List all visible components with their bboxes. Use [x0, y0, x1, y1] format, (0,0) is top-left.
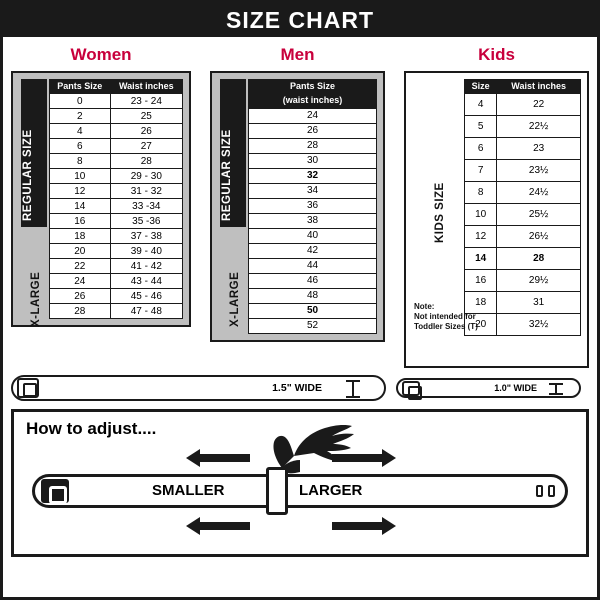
cell: 26½: [497, 226, 581, 248]
adult-belt-width-label: 1.5" WIDE: [272, 382, 322, 394]
cell: 44: [249, 258, 377, 273]
adult-belt-illustration: [11, 375, 386, 401]
cell: 20: [50, 244, 111, 259]
cell: 29½: [497, 270, 581, 292]
cell: 18: [465, 292, 497, 314]
table-row: [465, 204, 581, 226]
women-label-regular-size: REGULAR SIZE: [22, 129, 34, 221]
column-kids: [404, 43, 589, 368]
larger-label: LARGER: [299, 482, 363, 499]
cell: 23 - 24: [110, 94, 182, 109]
kids-vertical-labels: [412, 79, 478, 336]
table-row: [249, 303, 377, 318]
table-row: [50, 199, 183, 214]
kids-size-table: [464, 79, 581, 336]
belt-holes: [536, 485, 555, 497]
cell: 37 - 38: [110, 229, 182, 244]
cell: 0: [50, 94, 111, 109]
table-row: [249, 108, 377, 123]
table-row: [50, 289, 183, 304]
table-row: [249, 228, 377, 243]
page-title-bar: [3, 3, 597, 37]
table-row: [50, 139, 183, 154]
men-th-waist-inches: (waist inches): [249, 94, 377, 108]
table-row: [249, 153, 377, 168]
cell: 20: [465, 314, 497, 336]
cell: 23½: [497, 160, 581, 182]
charts-area: [3, 37, 597, 401]
kids-belt: [396, 378, 581, 398]
cell: 14: [465, 248, 497, 270]
column-women: [11, 43, 191, 368]
table-row: [249, 318, 377, 333]
cell: 28: [497, 248, 581, 270]
cell: 45 - 46: [110, 289, 182, 304]
cell: 26: [50, 289, 111, 304]
cell: 16: [465, 270, 497, 292]
women-size-table: [49, 79, 183, 319]
page-title: SIZE CHART: [226, 6, 374, 33]
cell: 28: [249, 138, 377, 153]
arrow-right-bottom-icon: [332, 522, 382, 530]
men-label-x-large: X-LARGE: [229, 271, 241, 327]
cell: 14: [50, 199, 111, 214]
table-row: [50, 274, 183, 289]
kids-note: [414, 302, 506, 332]
buckle-icon: [17, 378, 39, 398]
cell: 31 - 32: [110, 184, 182, 199]
cell: 31: [497, 292, 581, 314]
column-heading-kids: Kids: [478, 45, 515, 64]
table-row: [249, 243, 377, 258]
cell: 30: [249, 153, 377, 168]
cell: 24½: [497, 182, 581, 204]
adult-belt: [11, 375, 386, 401]
cell: 5: [465, 116, 497, 138]
cell: 28: [110, 154, 182, 169]
cell: 23: [497, 138, 581, 160]
kids-note-text: Note: Not intended for Toddler Sizes (T): [414, 302, 478, 332]
how-to-adjust-title: How to adjust....: [26, 419, 157, 438]
cell: 25½: [497, 204, 581, 226]
cell: 34: [249, 183, 377, 198]
table-row: [249, 138, 377, 153]
women-th-pants-size: Pants Size: [50, 80, 111, 94]
cell: 33 -34: [110, 199, 182, 214]
women-th-waist: Waist inches: [110, 80, 182, 94]
kids-th-size: Size: [465, 80, 497, 94]
cell: 10: [50, 169, 111, 184]
belt-width-row: [11, 375, 589, 401]
cell: 46: [249, 273, 377, 288]
measure-icon: [346, 380, 360, 398]
cell: 26: [110, 124, 182, 139]
cell: 32½: [497, 314, 581, 336]
cell: 50: [249, 303, 377, 318]
table-row: [465, 94, 581, 116]
table-row: [50, 244, 183, 259]
measure-icon: [549, 383, 563, 395]
men-vertical-labels: [218, 79, 248, 334]
buckle-icon: [41, 479, 69, 503]
cell: 18: [50, 229, 111, 244]
cell: 8: [465, 182, 497, 204]
men-size-table: [248, 79, 377, 334]
cell: 2: [50, 109, 111, 124]
cell: 29 - 30: [110, 169, 182, 184]
table-row: [465, 270, 581, 292]
table-row: [50, 184, 183, 199]
kids-th-waist: Waist inches: [497, 80, 581, 94]
cell: 10: [465, 204, 497, 226]
cell: 6: [50, 139, 111, 154]
table-row: [50, 169, 183, 184]
cell: 38: [249, 213, 377, 228]
column-heading-men: Men: [280, 45, 315, 64]
cell: 36: [249, 198, 377, 213]
size-columns: [11, 43, 589, 368]
how-to-adjust-section: [11, 409, 589, 557]
table-row: [50, 154, 183, 169]
cell: 27: [110, 139, 182, 154]
cell: 40: [249, 228, 377, 243]
cell: 48: [249, 288, 377, 303]
cell: 52: [249, 318, 377, 333]
men-label-regular-size: REGULAR SIZE: [221, 129, 233, 221]
cell: 26: [249, 123, 377, 138]
cell: 7: [465, 160, 497, 182]
table-row: [50, 94, 183, 109]
cell: 22½: [497, 116, 581, 138]
table-row: [50, 214, 183, 229]
table-row: [465, 138, 581, 160]
cell: 12: [465, 226, 497, 248]
table-row: [465, 248, 581, 270]
table-row: [465, 226, 581, 248]
kids-belt-illustration: [396, 378, 581, 398]
buckle-icon: [402, 381, 420, 396]
cell: 8: [50, 154, 111, 169]
cell: 39 - 40: [110, 244, 182, 259]
table-row: [50, 109, 183, 124]
cell: 41 - 42: [110, 259, 182, 274]
arrow-left-top-icon: [200, 454, 250, 462]
table-row: [249, 123, 377, 138]
table-row: [249, 288, 377, 303]
women-panel: [11, 71, 191, 327]
cell: 25: [110, 109, 182, 124]
cell: 43 - 44: [110, 274, 182, 289]
cell: 32: [249, 168, 377, 183]
kids-label-kids-size: KIDS SIZE: [434, 182, 446, 243]
cell: 47 - 48: [110, 304, 182, 319]
arrow-left-bottom-icon: [200, 522, 250, 530]
men-panel: [210, 71, 385, 342]
column-heading-women: Women: [70, 45, 132, 64]
table-row: [50, 259, 183, 274]
table-row: [50, 229, 183, 244]
cell: 22: [497, 94, 581, 116]
cell: 22: [50, 259, 111, 274]
belt-slider-handle[interactable]: [266, 467, 288, 515]
table-row: [50, 124, 183, 139]
smaller-label: SMALLER: [152, 482, 225, 499]
table-row: [249, 183, 377, 198]
cell: 42: [249, 243, 377, 258]
kids-panel: [404, 71, 589, 368]
women-label-x-large: X-LARGE: [30, 271, 42, 327]
table-row: [50, 304, 183, 319]
cell: 28: [50, 304, 111, 319]
table-row: [249, 168, 377, 183]
cell: 4: [50, 124, 111, 139]
table-row: [249, 213, 377, 228]
cell: 24: [249, 108, 377, 123]
kids-belt-width-label: 1.0" WIDE: [494, 383, 537, 393]
column-men: [210, 43, 385, 368]
table-row: [249, 198, 377, 213]
men-th-pants-size: Pants Size: [249, 80, 377, 94]
women-vertical-labels: [19, 79, 49, 327]
cell: 6: [465, 138, 497, 160]
cell: 35 -36: [110, 214, 182, 229]
cell: 12: [50, 184, 111, 199]
cell: 24: [50, 274, 111, 289]
table-row: [249, 273, 377, 288]
cell: 4: [465, 94, 497, 116]
belt-hole: [548, 485, 555, 497]
table-row: [465, 182, 581, 204]
table-row: [465, 116, 581, 138]
table-row: [465, 160, 581, 182]
cell: 16: [50, 214, 111, 229]
table-row: [249, 258, 377, 273]
belt-hole: [536, 485, 543, 497]
